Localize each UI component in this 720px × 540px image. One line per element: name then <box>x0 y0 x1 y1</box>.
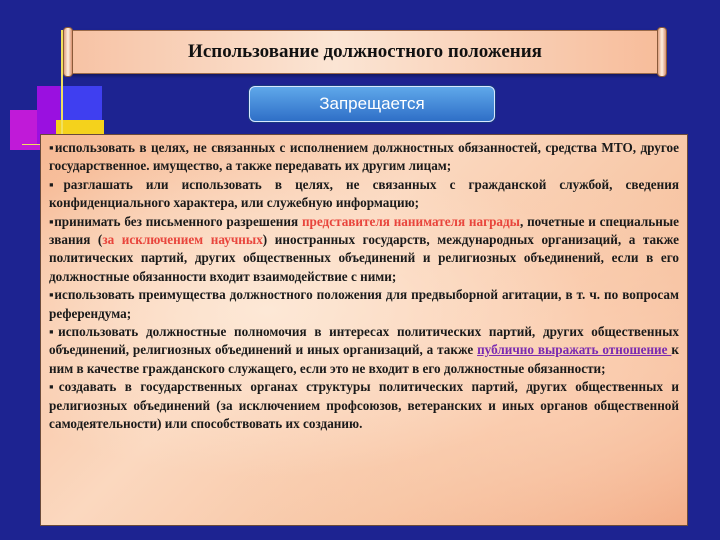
item-text: использовать в целях, не связанных с исполнением должностных обязанностей, средства МТО, другое государственное. имущество, а также передавать их другим лицам; <box>49 140 679 174</box>
item-text: , почетные и специальные звания ( <box>49 213 679 248</box>
item-text: принимать без письменного разрешения <box>54 213 302 229</box>
highlighted-text: представителя нанимателя награды <box>301 213 520 229</box>
hyperlink-text[interactable]: публично выражать отношение <box>477 342 672 358</box>
item-text: ) иностранных государств, международных организаций, а также политических партий, других общественных объединений и религиозных объединений, если в его должностные обязанности входит взаимодействие с ними; <box>49 232 679 284</box>
bullet-icon: ▪ <box>49 140 55 155</box>
highlighted-text: за исключением научных <box>102 232 263 248</box>
bullet-icon: ▪ <box>49 213 55 229</box>
list-item <box>49 213 679 287</box>
item-text: к ним в качестве гражданского служащего, если это не входит в его должностные обязанности; <box>49 342 679 376</box>
item-text: использовать должностные полномочия в интересах политических партий, других общественных объединений, религиозных объединений и иных организаций, а также <box>49 324 679 358</box>
bullet-icon: ▪ <box>49 324 59 340</box>
bullet-icon: ▪ <box>49 176 64 192</box>
list-item <box>49 378 679 433</box>
bullet-icon: ▪ <box>49 379 59 395</box>
title-banner <box>68 30 662 74</box>
page-title: Использование должностного положения <box>188 41 542 62</box>
list-item <box>49 323 679 378</box>
item-text: использовать преимущества должностного положения для предвыборной агитации, в т. ч. по вопросам референдума; <box>49 287 679 321</box>
subtitle-label: Запрещается <box>319 94 425 113</box>
list-item <box>49 139 679 176</box>
item-text: разглашать или использовать в целях, не связанных с гражданской службой, сведения конфиденциального характера, или служебную информацию; <box>49 176 679 211</box>
item-text: создавать в государственных органах структуры политических партий, других общественных и религиозных объединений (за исключением профсоюзов, ветеранских и иных органов общественной самодеятельности) или способствовать их созданию. <box>49 379 679 432</box>
list-item <box>49 286 679 323</box>
subtitle-box <box>249 86 495 122</box>
content-panel <box>40 134 688 526</box>
list-item <box>49 176 679 213</box>
bullet-icon: ▪ <box>49 287 55 303</box>
